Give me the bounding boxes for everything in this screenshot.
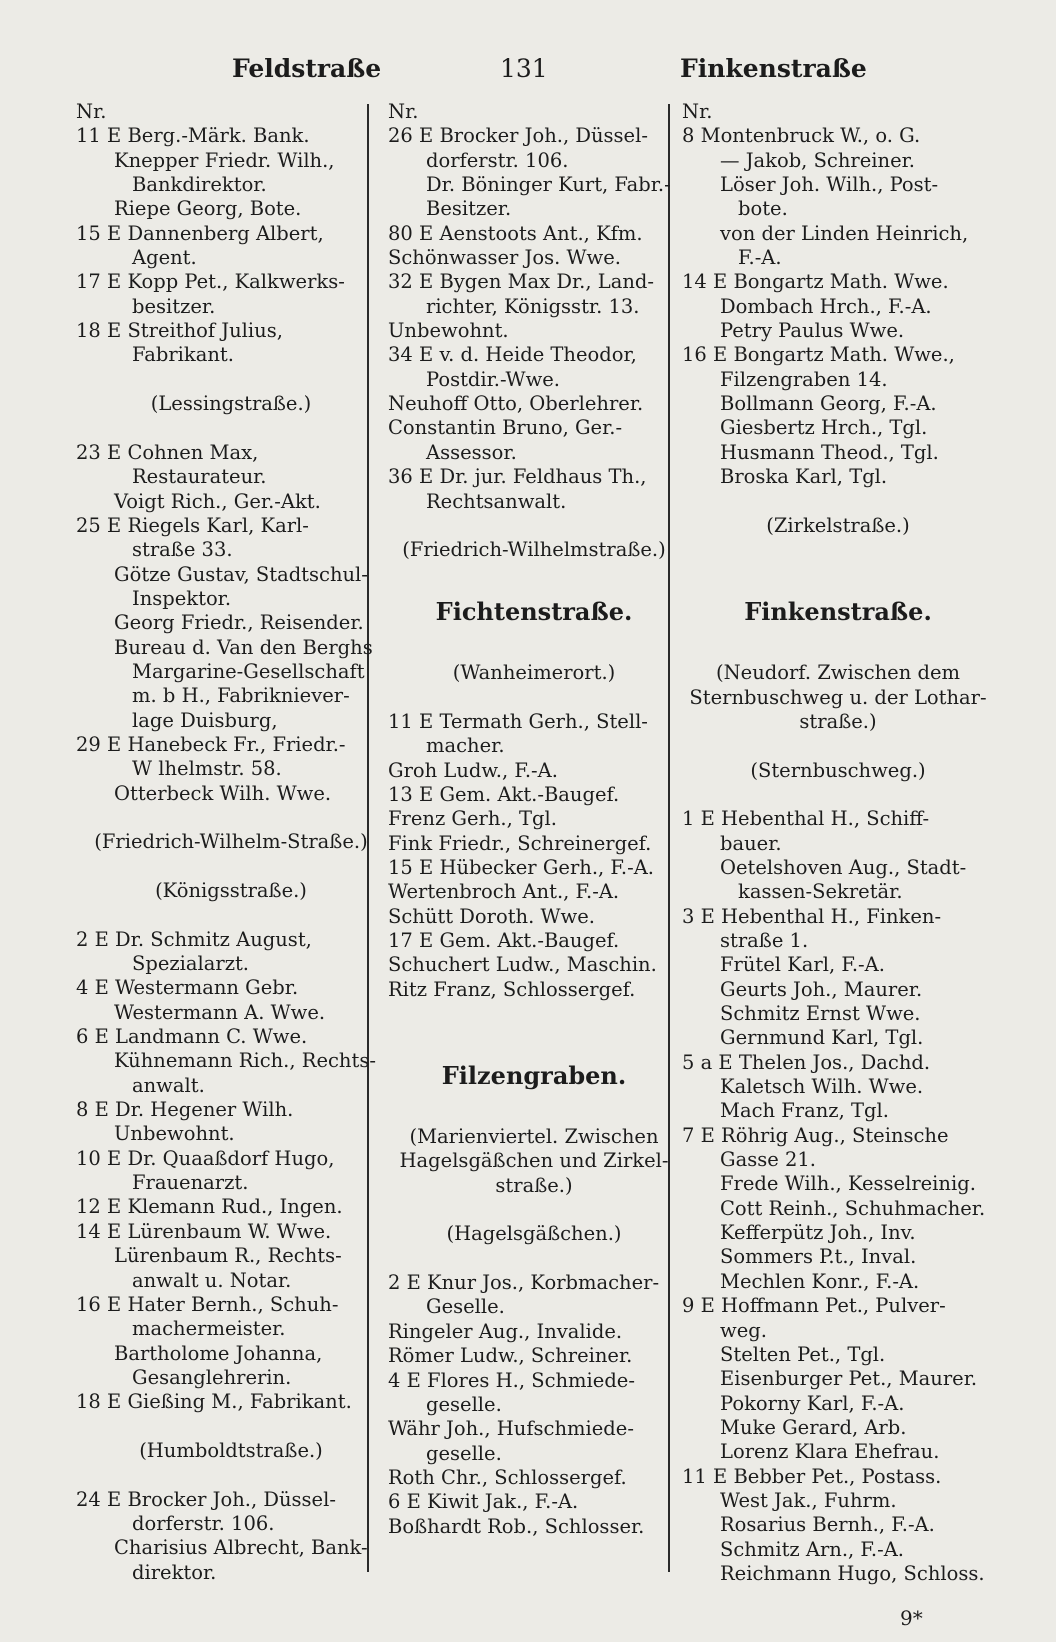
directory-entry-line: 8 Montenbruck W., o. G. xyxy=(682,124,921,148)
spacer xyxy=(388,1198,680,1222)
directory-entry-line: 12 E Klemann Rud., Ingen. xyxy=(76,1195,343,1219)
directory-entry-line: 11 E Berg.-Märk. Bank. xyxy=(76,124,310,148)
directory-entry-line: (Marienviertel. Zwischen xyxy=(409,1125,659,1149)
spacer xyxy=(76,903,386,927)
directory-entry-line: 25 E Riegels Karl, Karl- xyxy=(76,513,309,537)
directory-entry-line: straße 33. xyxy=(132,538,233,562)
directory-entry-line: Stelten Pet., Tgl. xyxy=(720,1342,886,1366)
directory-entry-line: 6 E Landmann C. Wwe. xyxy=(76,1025,308,1049)
directory-entry-line: Bankdirektor. xyxy=(132,173,267,197)
directory-entry-line: 13 E Gem. Akt.-Baugef. xyxy=(388,782,620,806)
directory-entry-line: 26 E Brocker Joh., Düssel- xyxy=(388,124,648,148)
directory-entry-line: m. b H., Fabrikniever- xyxy=(132,684,350,708)
directory-entry-line: Nr. xyxy=(388,100,419,123)
header-right-street: Finkenstraße xyxy=(680,54,867,83)
directory-entry-line: Pokorny Karl, F.-A. xyxy=(720,1391,905,1415)
directory-entry-line: machermeister. xyxy=(132,1317,286,1341)
directory-entry-line: Gesanglehrerin. xyxy=(132,1365,292,1389)
directory-entry-line: (Zirkelstraße.) xyxy=(766,513,910,537)
directory-entry-line: (Wanheimerort.) xyxy=(452,661,616,685)
directory-entry-line: Bureau d. Van den Berghs xyxy=(114,635,373,659)
directory-entry-line: Lorenz Klara Ehefrau. xyxy=(720,1440,940,1464)
directory-entry-line: 32 E Bygen Max Dr., Land- xyxy=(388,270,654,294)
directory-entry-line: dorferstr. 106. xyxy=(426,148,569,172)
directory-entry-line: 29 E Hanebeck Fr., Friedr.- xyxy=(76,732,346,756)
signature-mark: 9* xyxy=(900,1606,923,1630)
street-title: Fichtenstraße. xyxy=(435,596,633,626)
spacer xyxy=(76,806,386,830)
directory-entry-line: (Friedrich-Wilhelm-Straße.) xyxy=(94,830,368,854)
directory-entry-line: Rosarius Bernh., F.-A. xyxy=(720,1513,935,1537)
directory-entry-line: straße 1. xyxy=(720,929,809,952)
directory-entry-line: West Jak., Fuhrm. xyxy=(720,1488,897,1512)
directory-entry-line: Schmitz Ernst Wwe. xyxy=(720,1002,921,1026)
spacer xyxy=(388,563,680,587)
directory-entry-line: 4 E Flores H., Schmiede- xyxy=(388,1368,635,1392)
directory-entry-line: 9 E Hoffmann Pet., Pulver- xyxy=(682,1294,946,1318)
directory-entry-line: kassen-Sekretär. xyxy=(738,880,903,904)
directory-entry-line: (Hagelsgäßchen.) xyxy=(446,1222,622,1246)
directory-entry-line: 36 E Dr. jur. Feldhaus Th., xyxy=(388,465,647,489)
directory-entry-line: Cott Reinh., Schuhmacher. xyxy=(720,1196,986,1220)
directory-entry-line: Riepe Georg, Bote. xyxy=(114,197,302,221)
directory-entry-line: Petry Paulus Wwe. xyxy=(720,319,905,343)
directory-entry-line: Eisenburger Pet., Maurer. xyxy=(720,1367,978,1391)
directory-entry-line: Giesbertz Hrch., Tgl. xyxy=(720,416,928,440)
spacer xyxy=(388,637,680,661)
directory-entry-line: Frenz Gerh., Tgl. xyxy=(388,807,557,831)
directory-entry-line: 16 E Bongartz Math. Wwe., xyxy=(682,343,955,367)
directory-entry-line: Bollmann Georg, F.-A. xyxy=(720,392,937,416)
directory-entry-line: 23 E Cohnen Max, xyxy=(76,440,259,464)
directory-entry-line: bauer. xyxy=(720,831,782,855)
directory-entry-line: Löser Joh. Wilh., Post- xyxy=(720,173,939,197)
directory-entry-line: 18 E Streithof Julius, xyxy=(76,319,283,343)
directory-entry-line: Groh Ludw., F.-A. xyxy=(388,758,558,782)
header-left-street: Feldstraße xyxy=(232,54,382,83)
directory-entry-line: Hagelsgäßchen und Zirkel- xyxy=(399,1149,669,1173)
spacer xyxy=(76,855,386,879)
directory-entry-line: Postdir.-Wwe. xyxy=(426,367,561,391)
directory-entry-line: 15 E Dannenberg Albert, xyxy=(76,221,324,245)
directory-entry-line: (Sternbuschweg.) xyxy=(750,758,926,782)
directory-entry-line: anwalt. xyxy=(132,1073,205,1097)
directory-entry-line: Gasse 21. xyxy=(720,1148,816,1172)
directory-entry-line: Constantin Bruno, Ger.- xyxy=(388,416,623,440)
directory-entry-line: 24 E Brocker Joh., Düssel- xyxy=(76,1487,336,1511)
directory-entry-line: Dombach Hrch., F.-A. xyxy=(720,294,932,318)
directory-entry-line: Gernmund Karl, Tgl. xyxy=(720,1026,924,1050)
directory-entry-line: Unbewohnt. xyxy=(114,1122,235,1146)
directory-entry-line: Georg Friedr., Reisender. xyxy=(114,611,364,635)
spacer xyxy=(682,783,994,807)
directory-entry-line: — Jakob, Schreiner. xyxy=(720,148,915,172)
directory-entry-line: W lhelmstr. 58. xyxy=(132,757,282,781)
directory-entry-line: Restaurateur. xyxy=(132,465,267,489)
directory-entry-line: Kefferpütz Joh., Inv. xyxy=(720,1221,916,1245)
directory-entry-line: Filzengraben 14. xyxy=(720,367,888,391)
directory-entry-line: 34 E v. d. Heide Theodor, xyxy=(388,343,637,367)
column-1 xyxy=(76,100,386,1585)
directory-entry-line: (Friedrich-Wilhelmstraße.) xyxy=(402,538,666,562)
directory-entry-line: 16 E Hater Bernh., Schuh- xyxy=(76,1292,339,1316)
directory-entry-line: 17 E Gem. Akt.-Baugef. xyxy=(388,929,620,952)
directory-entry-line: Ringeler Aug., Invalide. xyxy=(388,1319,623,1343)
directory-entry-line: Bartholome Johanna, xyxy=(114,1341,323,1365)
directory-entry-line: (Lessingstraße.) xyxy=(150,392,312,416)
directory-entry-line: 15 E Hübecker Gerh., F.-A. xyxy=(388,855,654,879)
directory-entry-line: Dr. Böninger Kurt, Fabr.- xyxy=(426,173,671,197)
spacer xyxy=(682,734,994,758)
spacer xyxy=(76,368,386,392)
directory-entry-line: macher. xyxy=(426,734,505,758)
directory-entry-line: Agent. xyxy=(132,246,197,270)
directory-entry-line: Ritz Franz, Schlossergef. xyxy=(388,977,636,1001)
directory-entry-line: Geselle. xyxy=(426,1295,505,1319)
directory-entry-line: 4 E Westermann Gebr. xyxy=(76,976,299,1000)
directory-entry-line: Husmann Theod., Tgl. xyxy=(720,440,939,464)
directory-entry-line: 5 a E Thelen Jos., Dachd. xyxy=(682,1050,931,1074)
spacer xyxy=(76,1415,386,1439)
directory-entry-line: straße.) xyxy=(799,709,877,733)
directory-entry-line: Wertenbroch Ant., F.-A. xyxy=(388,880,620,904)
directory-entry-line: 80 E Aenstoots Ant., Kfm. xyxy=(388,221,643,245)
directory-entry-line: 6 E Kiwit Jak., F.-A. xyxy=(388,1490,579,1514)
column-2 xyxy=(388,100,680,1539)
spacer xyxy=(388,1026,680,1050)
directory-entry-line: 3 E Hebenthal H., Finken- xyxy=(682,904,942,928)
directory-entry-line: 14 E Bongartz Math. Wwe. xyxy=(682,270,949,294)
directory-entry-line: 18 E Gießing M., Fabrikant. xyxy=(76,1390,352,1414)
directory-entry-line: Oetelshoven Aug., Stadt- xyxy=(720,855,967,879)
column-3 xyxy=(682,100,994,1586)
directory-entry-line: (Humboldtstraße.) xyxy=(139,1438,323,1462)
spacer xyxy=(388,1002,680,1026)
directory-entry-line: Neuhoff Otto, Oberlehrer. xyxy=(388,392,644,416)
directory-entry-line: Otterbeck Wilh. Wwe. xyxy=(114,781,332,805)
directory-entry-line: Muke Gerard, Arb. xyxy=(720,1415,907,1439)
directory-entry-line: Frauenarzt. xyxy=(132,1171,249,1195)
directory-entry-line: besitzer. xyxy=(132,294,216,318)
spacer xyxy=(682,538,994,562)
directory-entry-line: Boßhardt Rob., Schlosser. xyxy=(388,1514,645,1538)
directory-entry-line: Margarine-Gesellschaft xyxy=(132,659,365,683)
directory-entry-line: bote. xyxy=(738,197,788,221)
directory-entry-line: Rechtsanwalt. xyxy=(426,489,567,513)
street-title: Filzengraben. xyxy=(441,1060,627,1090)
directory-entry-line: Lürenbaum R., Rechts- xyxy=(114,1244,342,1268)
directory-entry-line: geselle. xyxy=(426,1392,502,1416)
directory-entry-line: Fink Friedr., Schreinergef. xyxy=(388,831,652,855)
directory-entry-line: richter, Königsstr. 13. xyxy=(426,294,640,318)
spacer xyxy=(388,686,680,710)
directory-entry-line: Assessor. xyxy=(426,440,517,464)
directory-entry-line: Westermann A. Wwe. xyxy=(114,1000,326,1024)
directory-entry-line: 17 E Kopp Pet., Kalkwerks- xyxy=(76,270,345,294)
page-number: 131 xyxy=(500,54,548,83)
directory-entry-line: Knepper Friedr. Wilh., xyxy=(114,148,335,172)
street-title: Finkenstraße. xyxy=(744,596,932,626)
directory-entry-line: 11 E Bebber Pet., Postass. xyxy=(682,1464,942,1488)
spacer xyxy=(388,514,680,538)
directory-entry-line: Frütel Karl, F.-A. xyxy=(720,953,885,977)
directory-entry-line: 10 E Dr. Quaaßdorf Hugo, xyxy=(76,1146,335,1170)
directory-entry-line: 11 E Termath Gerh., Stell- xyxy=(388,709,648,733)
spacer xyxy=(388,1101,680,1125)
directory-entry-line: (Königsstraße.) xyxy=(155,879,307,902)
spacer xyxy=(682,563,994,587)
directory-entry-line: Sommers P.t., Inval. xyxy=(720,1245,917,1269)
directory-entry-line: Schönwasser Jos. Wwe. xyxy=(388,246,621,270)
directory-entry-line: Charisius Albrecht, Bank- xyxy=(114,1536,368,1560)
directory-entry-line: Kühnemann Rich., Rechts- xyxy=(114,1049,376,1073)
directory-entry-line: Mach Franz, Tgl. xyxy=(720,1099,889,1123)
directory-entry-line: 2 E Knur Jos., Korbmacher- xyxy=(388,1271,660,1295)
directory-entry-line: Nr. xyxy=(682,100,713,123)
directory-entry-line: Frede Wilh., Kesselreinig. xyxy=(720,1172,976,1196)
directory-entry-line: Schmitz Arn., F.-A. xyxy=(720,1537,904,1561)
directory-entry-line: Roth Chr., Schlossergef. xyxy=(388,1465,627,1489)
directory-entry-line: Besitzer. xyxy=(426,197,512,221)
directory-entry-line: Spezialarzt. xyxy=(132,952,250,976)
directory-entry-line: Schütt Doroth. Wwe. xyxy=(388,904,595,928)
directory-entry-line: Nr. xyxy=(76,100,107,123)
directory-entry-line: Reichmann Hugo, Schloss. xyxy=(720,1561,985,1585)
directory-entry-line: 7 E Röhrig Aug., Steinsche xyxy=(682,1123,949,1147)
directory-entry-line: (Neudorf. Zwischen dem xyxy=(715,661,960,685)
directory-entry-line: Währ Joh., Hufschmiede- xyxy=(388,1417,634,1441)
directory-entry-line: Unbewohnt. xyxy=(388,319,509,343)
directory-entry-line: lage Duisburg, xyxy=(132,708,278,732)
directory-entry-line: anwalt u. Notar. xyxy=(132,1268,292,1292)
directory-entry-line: F.-A. xyxy=(738,246,782,270)
spacer xyxy=(388,1247,680,1271)
directory-entry-line: Schuchert Ludw., Maschin. xyxy=(388,953,657,977)
directory-entry-line: Sternbuschweg u. der Lothar- xyxy=(689,685,987,709)
directory-entry-line: 1 E Hebenthal H., Schiff- xyxy=(682,807,930,831)
directory-entry-line: Fabrikant. xyxy=(132,343,234,367)
directory-entry-line: Mechlen Konr., F.-A. xyxy=(720,1269,920,1293)
directory-entry-line: von der Linden Heinrich, xyxy=(720,221,969,245)
directory-entry-line: Götze Gustav, Stadtschul- xyxy=(114,562,368,586)
directory-entry-line: Inspektor. xyxy=(132,586,232,610)
directory-entry-line: 8 E Dr. Hegener Wilh. xyxy=(76,1098,294,1122)
spacer xyxy=(76,1463,386,1487)
directory-entry-line: Voigt Rich., Ger.-Akt. xyxy=(114,489,321,513)
directory-entry-line: 14 E Lürenbaum W. Wwe. xyxy=(76,1219,332,1243)
directory-entry-line: direktor. xyxy=(132,1560,217,1584)
spacer xyxy=(682,637,994,661)
directory-entry-line: weg. xyxy=(720,1318,767,1342)
directory-entry-line: straße.) xyxy=(495,1173,573,1197)
spacer xyxy=(682,490,994,514)
directory-entry-line: Broska Karl, Tgl. xyxy=(720,465,888,489)
directory-entry-line: Römer Ludw., Schreiner. xyxy=(388,1344,633,1368)
directory-entry-line: dorferstr. 106. xyxy=(132,1511,275,1535)
directory-entry-line: 2 E Dr. Schmitz August, xyxy=(76,927,312,951)
directory-entry-line: geselle. xyxy=(426,1441,502,1465)
spacer xyxy=(76,416,386,440)
directory-entry-line: Geurts Joh., Maurer. xyxy=(720,977,923,1001)
directory-entry-line: Kaletsch Wilh. Wwe. xyxy=(720,1075,924,1099)
